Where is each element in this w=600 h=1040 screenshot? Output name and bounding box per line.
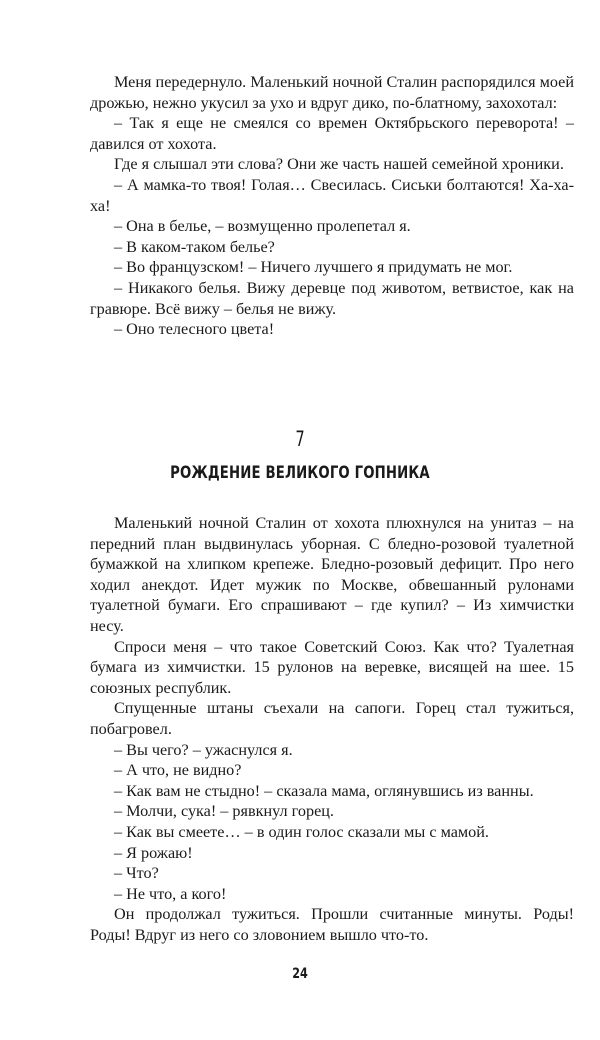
paragraph: – Никакого белья. Вижу деревце под животом, ветвистое, как на гравюре. Всё вижу – белья не вижу. <box>90 278 574 318</box>
paragraph: – Молчи, сука! – рявкнул горец. <box>114 802 334 821</box>
paragraph: Он продолжал тужиться. Прошли считанные минуты. Роды! Роды! Вдруг из него со зловонием вышло что-то. <box>90 905 574 944</box>
paragraph: – Она в белье, – возмущенно пролепетал я. <box>114 217 411 236</box>
paragraph: Маленький ночной Сталин от хохота плюхнулся на унитаз – на передний план выдвинулась уборная. С бледно-розовой туалетной бумажкой на хлипком крепеже. Бледно-розовый дефицит. Про него ходил анекдот. Идет мужик по Москве, обвешанный рулонами туалетной бумаги. Его спрашивают – где купил? – Из химчистки несу. <box>90 514 574 635</box>
paragraph: – Что? <box>114 864 159 883</box>
text-block-before-chapter <box>90 72 574 340</box>
paragraph: – В каком-таком белье? <box>114 237 275 256</box>
paragraph: Меня передернуло. Маленький ночной Сталин распорядился моей дрожью, нежно укусил за ухо и вдруг дико, по-блатному, захохотал: <box>90 73 574 112</box>
page-number: 24 <box>292 966 308 982</box>
chapter-title: РОЖДЕНИЕ ВЕЛИКОГО ГОПНИКА <box>170 463 430 483</box>
paragraph: Спроси меня – что такое Советский Союз. Как что? Туалетная бумага из химчистки. 15 рулонов на веревке, висящей на шее. 15 союзных республик. <box>90 637 574 697</box>
chapter-number: 7 <box>295 427 305 451</box>
paragraph: – Я рожаю! <box>114 843 193 862</box>
paragraph: – Как вам не стыдно! – сказала мама, оглянувшись из ванны. <box>114 781 534 800</box>
paragraph: – Вы чего? – ужаснулся я. <box>114 740 293 759</box>
paragraph: Спущенные штаны съехали на сапоги. Горец стал тужиться, побагровел. <box>90 699 574 738</box>
paragraph: – Оно телесного цвета! <box>114 320 275 339</box>
paragraph: Где я слышал эти слова? Они же часть нашей семейной хроники. <box>114 155 564 174</box>
paragraph: – А мамка-то твоя! Голая… Свесилась. Сиськи болтаются! Ха-ха-ха! <box>90 175 574 215</box>
paragraph: – Как вы смеете… – в один голос сказали мы с мамой. <box>114 822 489 841</box>
paragraph: – А что, не видно? <box>114 761 242 780</box>
paragraph: – Не что, а кого! <box>114 884 227 903</box>
paragraph: – Во французском! – Ничего лучшего я придумать не мог. <box>114 258 513 277</box>
text-block-chapter-body <box>90 513 574 945</box>
paragraph: – Так я еще не смеялся со времен Октябрьского переворота! – давился от хохота. <box>90 114 574 153</box>
